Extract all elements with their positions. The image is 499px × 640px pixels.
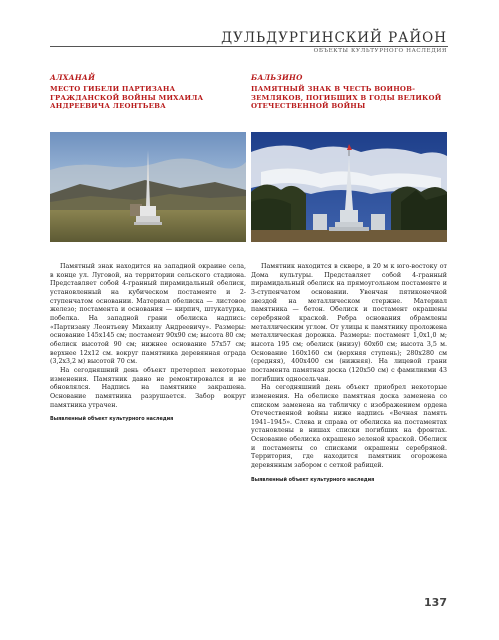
monument-photo — [251, 132, 447, 242]
district-name: БАЛЬЗИНО — [251, 73, 303, 82]
heritage-note: Выявленный объект культурного наследия — [50, 416, 174, 423]
header-rule — [50, 46, 448, 47]
article-right — [251, 73, 447, 483]
paragraph: На сегодняшний день объект претерпел некоторые изменения. Памятник давно не ремонтировался и не обновлялся. Надпись на памятнике закрашена. Основание памятника разрушается. Забор вокруг памятника утрачен. — [50, 366, 246, 409]
war-memorial-photo — [251, 132, 447, 242]
section-subtitle: ОБЪЕКТЫ КУЛЬТУРНОГО НАСЛЕДИЯ — [313, 48, 447, 54]
page-number: 137 — [424, 596, 447, 609]
heritage-note: Выявленный объект культурного наследия — [251, 476, 375, 483]
paragraph: На сегодняшний день объект приобрел некоторые изменения. На обелиске памятная доска заменена со списком заменена на табличку с изображением ордена Отечественной войны ниже надпись «Вечная память 1941–1945». Слева и справа от обелиска на постаментах установлены в нишах списки погибших на фронтах. Основание обелиска окрашено зеленой краской. Обелиск и постаменты со списками окрашены серебряной. Территория, где находится памятник огорожена деревянным забором с сеткой рабицей. — [251, 384, 447, 470]
obelisk-field-photo — [50, 132, 246, 242]
monument-photo — [50, 132, 246, 242]
article-body — [50, 263, 246, 410]
paragraph: Памятный знак находится на западной окраине села, в конце ул. Луговой, на территории сельского стадиона. Представляет собой 4-гранный пирамидальный обелиск, установленный на кубическом постаменте и 2-ступенчатом основании. Материал обелиска — листовое железо; постамента и основания — кирпич, штукатурка, побелка. На западной грани обелиска надпись: «Партизану Леонтьеву Михаилу Андреевичу». Размеры: основание 145х145 см; постамент 90х90 см; высота 80 см; обелиск высотой 90 см; нижнее основание 57х57 см; верхнее 12х12 см. вокруг памятника деревянная ограда (3,2х3,2 м) высотой 70 см. — [50, 263, 246, 366]
article-body — [251, 263, 447, 471]
paragraph: Памятник находится в сквере, в 20 м к юго-востоку от Дома культуры. Представляет собой 4-гранный пирамидальный обелиск на прямоугольном постаменте и 3-ступенчатом основании. Увенчан пятиконечной звездой на металлическом стержне. Материал памятника — бетон. Обелиск и постамент окрашены серебряной краской. Ребра основания обрамлены металлическим углом. От улицы к памятнику проложена металлическая дорожка. Размеры: постамент 1,0х1,0 м; высота 195 см; обелиск (внизу) 60х60 см; высота 3,5 м. Основание 160х160 см (верхняя ступень); 280х280 см (средняя), 400х400 см (нижняя). На лицевой грани постамента памятная доска (120х50 см) с фамилиями 43 погибших односельчан. — [251, 263, 447, 383]
district-name: АЛХАНАЙ — [50, 73, 96, 82]
section-title: ДУЛЬДУРГИНСКИЙ РАЙОН — [221, 30, 447, 46]
article-title: МЕСТО ГИБЕЛИ ПАРТИЗАНА ГРАЖДАНСКОЙ ВОЙНЫ МИХАИЛА АНДРЕЕВИЧА ЛЕОНТЬЕВА — [50, 85, 204, 111]
article-left — [50, 73, 246, 422]
article-title: ПАМЯТНЫЙ ЗНАК В ЧЕСТЬ ВОИНОВ-ЗЕМЛЯКОВ, ПОГИБШИХ В ГОДЫ ВЕЛИКОЙ ОТЕЧЕСТВЕННОЙ ВОЙНЫ — [251, 85, 442, 111]
